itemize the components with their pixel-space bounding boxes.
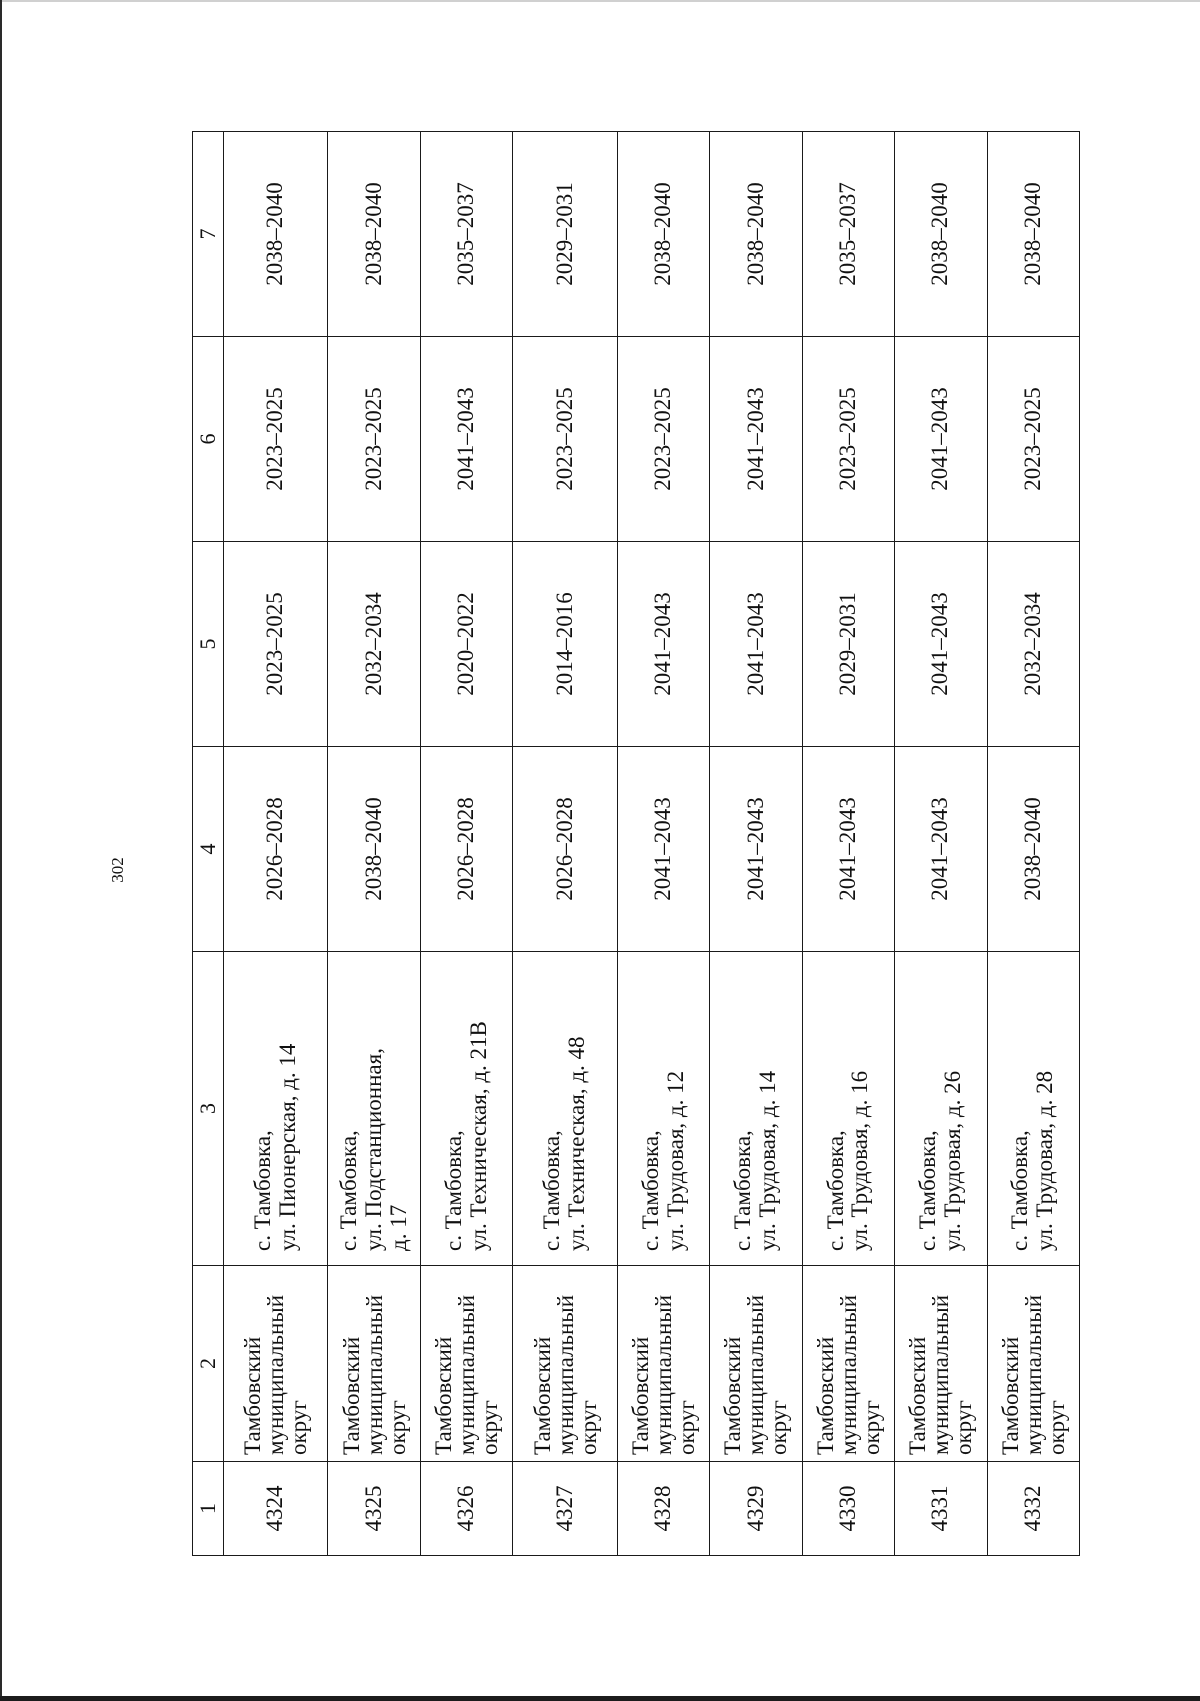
table-row (328, 132, 420, 1556)
cell-id: 4325 (328, 1462, 420, 1556)
cell-col-6: 2041–2043 (710, 337, 802, 542)
address-line: ул. Техническая, д. 21В (465, 1021, 491, 1251)
address-line: ул. Трудовая, д. 12 (662, 1070, 688, 1251)
header-col-3: 3 (193, 952, 224, 1266)
cell-address (328, 952, 420, 1266)
cell-col-6: 2023–2025 (513, 337, 617, 542)
address-line: ул. Техническая, д. 48 (564, 1036, 590, 1251)
cell-col-6: 2023–2025 (987, 337, 1080, 542)
table-body (224, 132, 1080, 1556)
cell-address (513, 952, 617, 1266)
address-line: с. Тамбовка, (539, 1130, 565, 1251)
cell-id: 4332 (987, 1462, 1080, 1556)
cell-col-6: 2023–2025 (617, 337, 709, 542)
cell-col-6: 2041–2043 (420, 337, 512, 542)
cell-col-5: 2029–2031 (802, 542, 894, 747)
address-line: ул. Трудовая, д. 28 (1032, 1070, 1058, 1251)
schedule-table (192, 131, 1080, 1556)
cell-district: Тамбовский муниципальный округ (617, 1266, 709, 1462)
cell-district: Тамбовский муниципальный округ (987, 1266, 1080, 1462)
table-container (192, 132, 1080, 1556)
cell-col-7: 2035–2037 (420, 132, 512, 337)
scan-edge-bottom (0, 1696, 1200, 1701)
cell-col-5: 2032–2034 (987, 542, 1080, 747)
cell-col-4: 2026–2028 (513, 747, 617, 952)
cell-col-5: 2023–2025 (224, 542, 328, 747)
cell-address (710, 952, 802, 1266)
header-col-1: 1 (193, 1462, 224, 1556)
table-rotator (192, 132, 1080, 1556)
cell-address (617, 952, 709, 1266)
cell-district: Тамбовский муниципальный округ (710, 1266, 802, 1462)
cell-col-7: 2029–2031 (513, 132, 617, 337)
address-line: ул. Трудовая, д. 16 (847, 1070, 873, 1251)
cell-col-7: 2038–2040 (710, 132, 802, 337)
cell-id: 4331 (895, 1462, 987, 1556)
header-col-4: 4 (193, 747, 224, 952)
cell-col-5: 2020–2022 (420, 542, 512, 747)
header-col-7: 7 (193, 132, 224, 337)
page-number: 302 (108, 857, 127, 883)
address-line: с. Тамбовка, (914, 1130, 940, 1251)
cell-col-4: 2041–2043 (895, 747, 987, 952)
header-col-6: 6 (193, 337, 224, 542)
cell-col-4: 2041–2043 (802, 747, 894, 952)
cell-col-5: 2014–2016 (513, 542, 617, 747)
cell-col-7: 2035–2037 (802, 132, 894, 337)
cell-id: 4327 (513, 1462, 617, 1556)
cell-district: Тамбовский муниципальный округ (895, 1266, 987, 1462)
cell-col-4: 2041–2043 (617, 747, 709, 952)
cell-address (224, 952, 328, 1266)
cell-district: Тамбовский муниципальный округ (224, 1266, 328, 1462)
address-line: с. Тамбовка, (249, 1130, 275, 1251)
cell-id: 4324 (224, 1462, 328, 1556)
table-row (987, 132, 1080, 1556)
cell-col-7: 2038–2040 (224, 132, 328, 337)
cell-col-7: 2038–2040 (328, 132, 420, 337)
table-header-row (193, 132, 224, 1556)
cell-address (802, 952, 894, 1266)
table-row (617, 132, 709, 1556)
address-line: д. 17 (385, 1204, 411, 1251)
header-col-2: 2 (193, 1266, 224, 1462)
table-row (710, 132, 802, 1556)
cell-address (420, 952, 512, 1266)
address-line: с. Тамбовка, (637, 1130, 663, 1251)
cell-col-4: 2026–2028 (224, 747, 328, 952)
address-line: с. Тамбовка, (440, 1130, 466, 1251)
address-line: с. Тамбовка, (335, 1130, 361, 1251)
scan-edge-top (0, 0, 1200, 2)
table-row (513, 132, 617, 1556)
cell-col-5: 2041–2043 (710, 542, 802, 747)
cell-col-7: 2038–2040 (895, 132, 987, 337)
table-row (895, 132, 987, 1556)
cell-col-6: 2023–2025 (328, 337, 420, 542)
cell-col-5: 2041–2043 (617, 542, 709, 747)
address-line: ул. Пионерская, д. 14 (274, 1043, 300, 1251)
cell-col-6: 2023–2025 (224, 337, 328, 542)
cell-col-6: 2023–2025 (802, 337, 894, 542)
cell-col-4: 2026–2028 (420, 747, 512, 952)
table-row (420, 132, 512, 1556)
address-line: с. Тамбовка, (730, 1130, 756, 1251)
cell-address (895, 952, 987, 1266)
cell-col-5: 2032–2034 (328, 542, 420, 747)
header-col-5: 5 (193, 542, 224, 747)
cell-col-6: 2041–2043 (895, 337, 987, 542)
cell-col-7: 2038–2040 (987, 132, 1080, 337)
cell-district: Тамбовский муниципальный округ (802, 1266, 894, 1462)
cell-col-4: 2038–2040 (987, 747, 1080, 952)
cell-col-7: 2038–2040 (617, 132, 709, 337)
address-line: с. Тамбовка, (1007, 1130, 1033, 1251)
scan-edge-left (0, 0, 2, 1701)
address-line: ул. Трудовая, д. 14 (754, 1070, 780, 1251)
cell-address (987, 952, 1080, 1266)
cell-col-4: 2038–2040 (328, 747, 420, 952)
cell-id: 4326 (420, 1462, 512, 1556)
cell-id: 4328 (617, 1462, 709, 1556)
cell-id: 4330 (802, 1462, 894, 1556)
cell-district: Тамбовский муниципальный округ (513, 1266, 617, 1462)
address-line: ул. Подстанционная, (360, 1048, 386, 1251)
cell-district: Тамбовский муниципальный округ (420, 1266, 512, 1462)
cell-district: Тамбовский муниципальный округ (328, 1266, 420, 1462)
table-row (802, 132, 894, 1556)
table-row (224, 132, 328, 1556)
cell-col-4: 2041–2043 (710, 747, 802, 952)
cell-id: 4329 (710, 1462, 802, 1556)
address-line: с. Тамбовка, (822, 1130, 848, 1251)
cell-col-5: 2041–2043 (895, 542, 987, 747)
address-line: ул. Трудовая, д. 26 (939, 1070, 965, 1251)
